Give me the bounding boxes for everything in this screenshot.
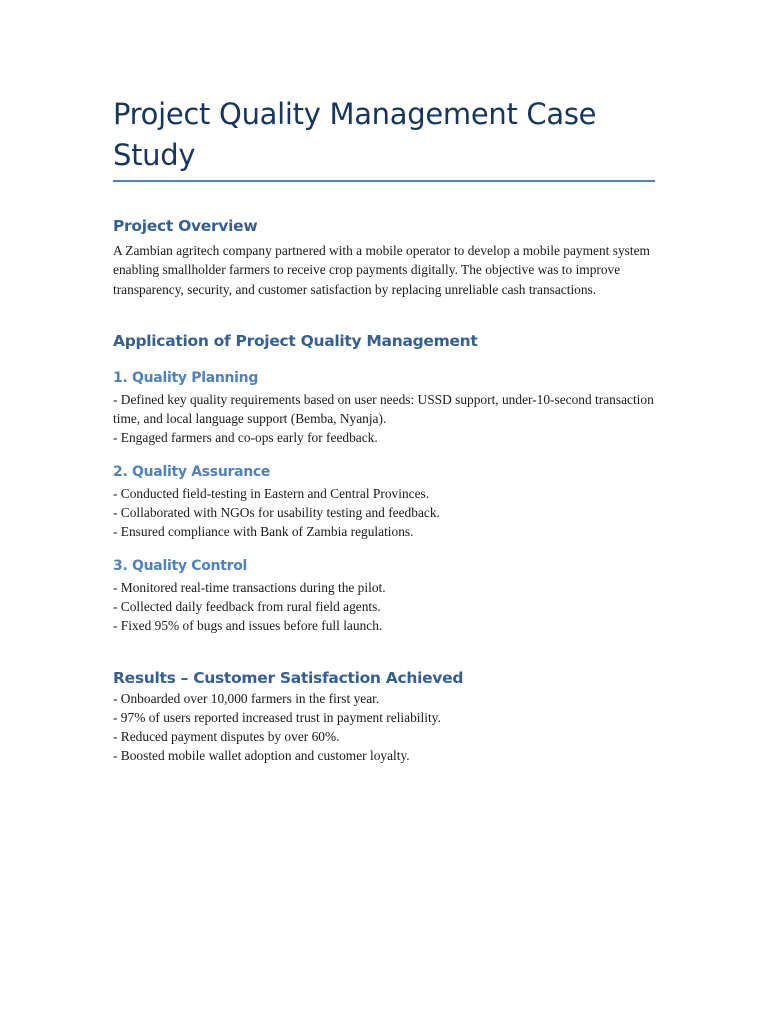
subsection-heading-quality-assurance: 2. Quality Assurance xyxy=(113,463,271,480)
list-item: - Conducted field-testing in Eastern and Central Provinces. xyxy=(113,485,430,501)
list-item: - Ensured compliance with Bank of Zambia regulations. xyxy=(113,524,414,540)
list-item: - Defined key quality requirements based on user needs: USSD support, under-10-second transaction time, and local language support (Bemba, Nyanja). xyxy=(113,391,654,427)
list-item: - Collected daily feedback from rural field agents. xyxy=(113,598,381,614)
list-item: - 97% of users reported increased trust in payment reliability. xyxy=(113,709,441,725)
list-item: - Monitored real-time transactions during the pilot. xyxy=(113,579,386,595)
quality-planning-list xyxy=(113,390,655,448)
list-item: - Boosted mobile wallet adoption and customer loyalty. xyxy=(113,748,410,764)
section-heading-overview: Project Overview xyxy=(113,217,258,235)
subsection-heading-quality-control: 3. Quality Control xyxy=(113,557,248,574)
document-title: Project Quality Management Case Study xyxy=(113,94,655,182)
section-heading-application: Application of Project Quality Management xyxy=(113,331,478,350)
list-item: - Reduced payment disputes by over 60%. xyxy=(113,729,340,745)
list-item: - Fixed 95% of bugs and issues before full launch. xyxy=(113,618,383,634)
results-list xyxy=(113,689,655,766)
section-heading-results: Results – Customer Satisfaction Achieved xyxy=(113,668,464,687)
list-item: - Engaged farmers and co-ops early for feedback. xyxy=(113,430,378,446)
list-item: - Onboarded over 10,000 farmers in the first year. xyxy=(113,690,380,706)
list-item: - Collaborated with NGOs for usability testing and feedback. xyxy=(113,505,440,521)
subsection-heading-quality-planning: 1. Quality Planning xyxy=(113,369,259,386)
quality-assurance-list xyxy=(113,484,655,542)
document-content xyxy=(113,94,655,766)
quality-control-list xyxy=(113,578,655,636)
overview-paragraph: A Zambian agritech company partnered with a mobile operator to develop a mobile payment system enabling smallholder farmers to receive crop payments digitally. The objective was to improve transparency, security, and customer satisfaction by replacing unreliable cash transactions. xyxy=(113,243,650,297)
